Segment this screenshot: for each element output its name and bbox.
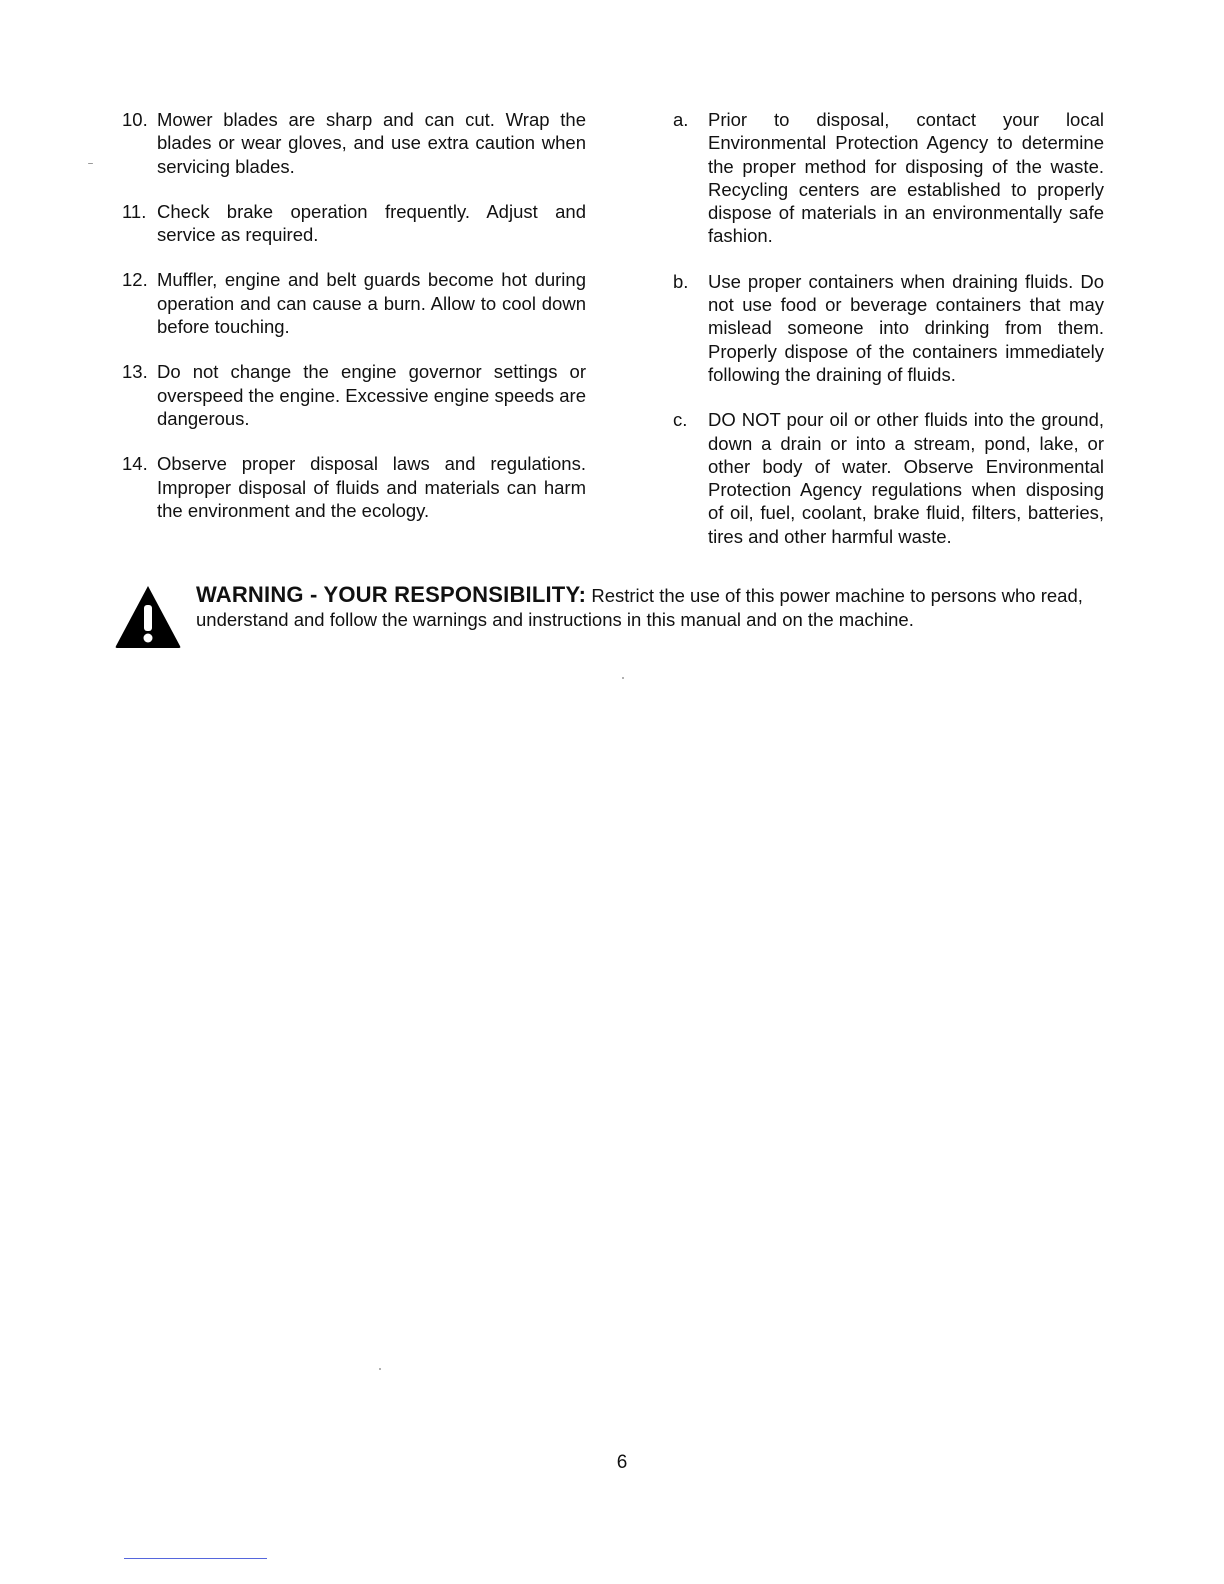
- left-column: [122, 108, 586, 544]
- item-text: DO NOT pour oil or other fluids into the ground, down a drain or into a stream, pond, lake, or other body of water. Observe Environmental Protection Agency regulations when disposing of oil, fuel, coolant, brake fluid, filters, batteries, tires and other harmful waste.: [708, 409, 1104, 547]
- item-text: Use proper containers when draining fluids. Do not use food or beverage containers that may mislead someone into drinking from them. Properly dispose of the containers immediately following the draining of fluids.: [708, 270, 1104, 385]
- warning-text: [196, 583, 1116, 632]
- item-text: Prior to disposal, contact your local Environmental Protection Agency to determine the proper method for disposing of the waste. Recycling centers are established to properly dispose of materials in an environmentally safe fashion.: [708, 109, 1104, 247]
- item-number: 10.: [122, 109, 148, 130]
- list-item: [122, 452, 586, 522]
- list-item: [122, 360, 586, 430]
- item-text: Do not change the engine governor settings or overspeed the engine. Excessive engine speeds are dangerous.: [157, 361, 586, 429]
- list-item: [122, 200, 586, 247]
- item-number: 14.: [122, 453, 148, 475]
- warning-heading: WARNING - YOUR RESPONSIBILITY:: [196, 582, 587, 607]
- item-letter: c.: [673, 409, 688, 431]
- scan-speck: [622, 677, 624, 679]
- right-column: [673, 108, 1104, 570]
- list-item: [122, 268, 586, 338]
- page-number: 6: [616, 1452, 628, 1473]
- item-letter: a.: [673, 109, 689, 130]
- list-item: [673, 408, 1104, 548]
- item-text: Check brake operation frequently. Adjust and service as required.: [157, 200, 586, 246]
- item-text: Muffler, engine and belt guards become hot during operation and can cause a burn. Allow to cool down before touching.: [157, 269, 586, 338]
- scan-speck: [379, 1368, 381, 1370]
- item-letter: b.: [673, 270, 689, 292]
- list-item: [673, 108, 1104, 248]
- warning-block: [113, 583, 1113, 653]
- footer-rule: [124, 1558, 267, 1559]
- list-item: [673, 270, 1104, 386]
- list-item: [122, 108, 586, 178]
- item-text: Mower blades are sharp and can cut. Wrap the blades or wear gloves, and use extra caution when servicing blades.: [157, 109, 586, 177]
- item-number: 12.: [122, 269, 148, 291]
- warning-triangle-icon: [113, 583, 183, 649]
- item-number: 11.: [122, 200, 147, 222]
- item-number: 13.: [122, 361, 148, 383]
- item-text: Observe proper disposal laws and regulations. Improper disposal of fluids and materials can harm the environment and the ecology.: [157, 453, 586, 521]
- scan-speck: [88, 163, 93, 164]
- warning-body: Restrict the use of this power machine to persons who read, understand and follow the warnings and instructions in this manual and on the machine.: [196, 585, 1083, 630]
